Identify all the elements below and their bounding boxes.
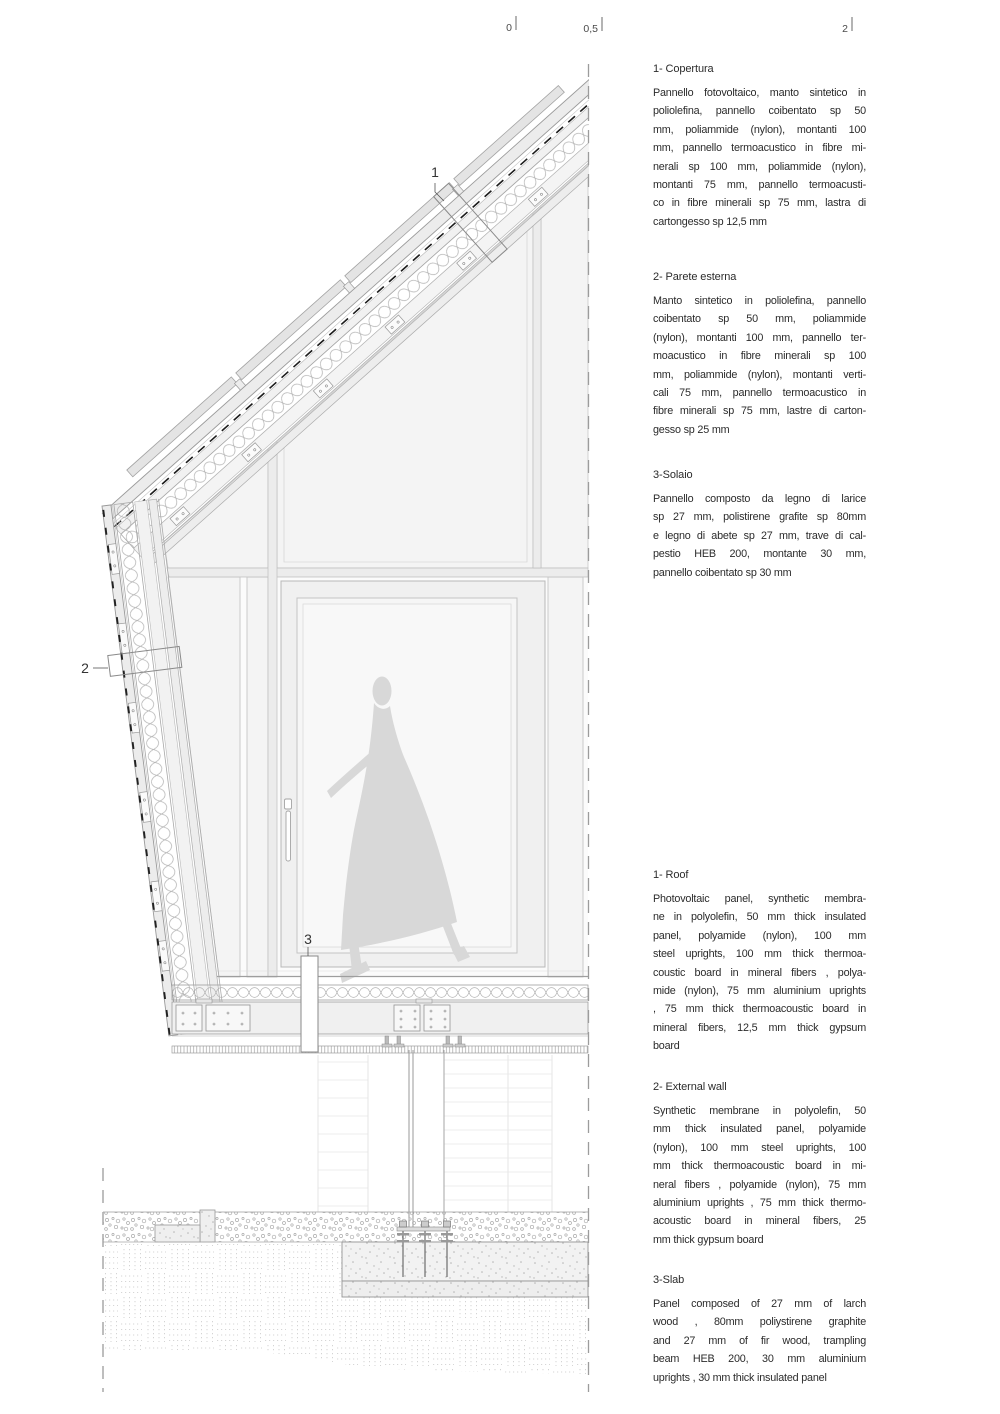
note-body: Manto sintetico in poliolefina, pannello coibentato sp 50 mm, poliammide (nylon), montanti 100 mm, pannello ter- moacustico in fibre minerali sp 100 mm, poliammide (nylon), montanti verti- cali 75 mm, pannello termoacustico in fibre minerali sp 75 mm, lastre di carton- gesso sp 25 mm <box>653 295 866 436</box>
note-slab <box>653 1273 866 1387</box>
note-roof <box>653 868 866 1056</box>
pane-narrow <box>247 577 268 977</box>
note-solaio <box>653 468 866 582</box>
basement-posts <box>409 1050 413 1227</box>
pane-lower-right <box>548 577 583 977</box>
callout-3-label: 3 <box>304 931 312 947</box>
note-title: 3-Solaio <box>653 469 693 481</box>
scale-bar <box>506 16 852 35</box>
mullion-left <box>268 442 277 977</box>
note-external-wall <box>653 1080 866 1249</box>
note-title: 1- Roof <box>653 869 689 881</box>
window-glazing <box>164 165 588 983</box>
note-body: Panel composed of 27 mm of larch wood , 80mm poliystirene graphite and 27 mm of fir wood, trampling beam HEB 200, 30 mm aluminium uprights , 30 mm thick insulated panel <box>653 1298 866 1384</box>
callout-2-label: 2 <box>81 660 89 676</box>
mullion-right <box>533 207 541 568</box>
note-parete-esterna <box>653 270 866 439</box>
slab-insulation-hatch <box>172 985 588 1000</box>
foundation-pad <box>342 1242 588 1297</box>
basement-structure <box>318 1050 552 1227</box>
note-title: 2- Parete esterna <box>653 271 737 283</box>
scale-label-05: 0,5 <box>583 23 598 35</box>
scale-label-2: 2 <box>842 23 848 35</box>
note-copertura <box>653 62 866 231</box>
callout-3-marker <box>301 956 318 1052</box>
note-title: 1- Copertura <box>653 63 714 75</box>
scale-label-0: 0 <box>506 22 512 34</box>
floor-slab <box>172 985 588 1053</box>
door-handle <box>285 799 292 861</box>
callout-1-label: 1 <box>431 164 439 180</box>
pane-upper-right <box>541 165 588 568</box>
slab-brackets <box>382 1036 465 1047</box>
note-title: 2- External wall <box>653 1081 727 1093</box>
corrugated-layer <box>172 1046 588 1053</box>
transom <box>167 568 588 577</box>
note-body: Synthetic membrane in polyolefin, 50 mm thick insulated panel, polyamide (nylon), 100 mm steel uprights, 100 mm thick thermoacoustic board in mi- neral fibers , polyamide (nylon), 75 mm aluminium uprights , 75 mm thick thermo- acoustic board in mineral fibers, 25 mm thick gypsum board <box>653 1105 866 1246</box>
note-body: Pannello fotovoltaico, manto sintetico in poliolefina, pannello coibentato sp 50 mm, poliammide (nylon), montanti 100 mm, pannello termoacustico in fibre mi- nerali sp 100 mm, poliammide (nylon), montanti 75 mm, pannello termoacusti- co in fibre minerali sp 75 mm, lastra di cartongesso sp 12,5 mm <box>653 87 866 228</box>
note-body: Photovoltaic panel, synthetic membra- ne in polyolefin, 50 mm thick insulated panel, polyamide (nylon), 100 mm steel uprights, 100 mm thick thermoa- coustic board in mineral fibers , polya- mide (nylon), 75 mm aluminium uprights , 75 mm thick thermoacoustic board in mineral fibers, 12,5 mm thick gypsum board <box>653 893 866 1053</box>
note-body: Pannello composto da legno di larice sp 27 mm, polistirene grafite sp 80mm e legno di abete sp 27 mm, trave di cal- pestio HEB 200, montante 30 mm, pannello coibentato sp 30 mm <box>653 493 866 579</box>
foundation <box>103 1210 588 1374</box>
note-title: 3-Slab <box>653 1274 685 1286</box>
